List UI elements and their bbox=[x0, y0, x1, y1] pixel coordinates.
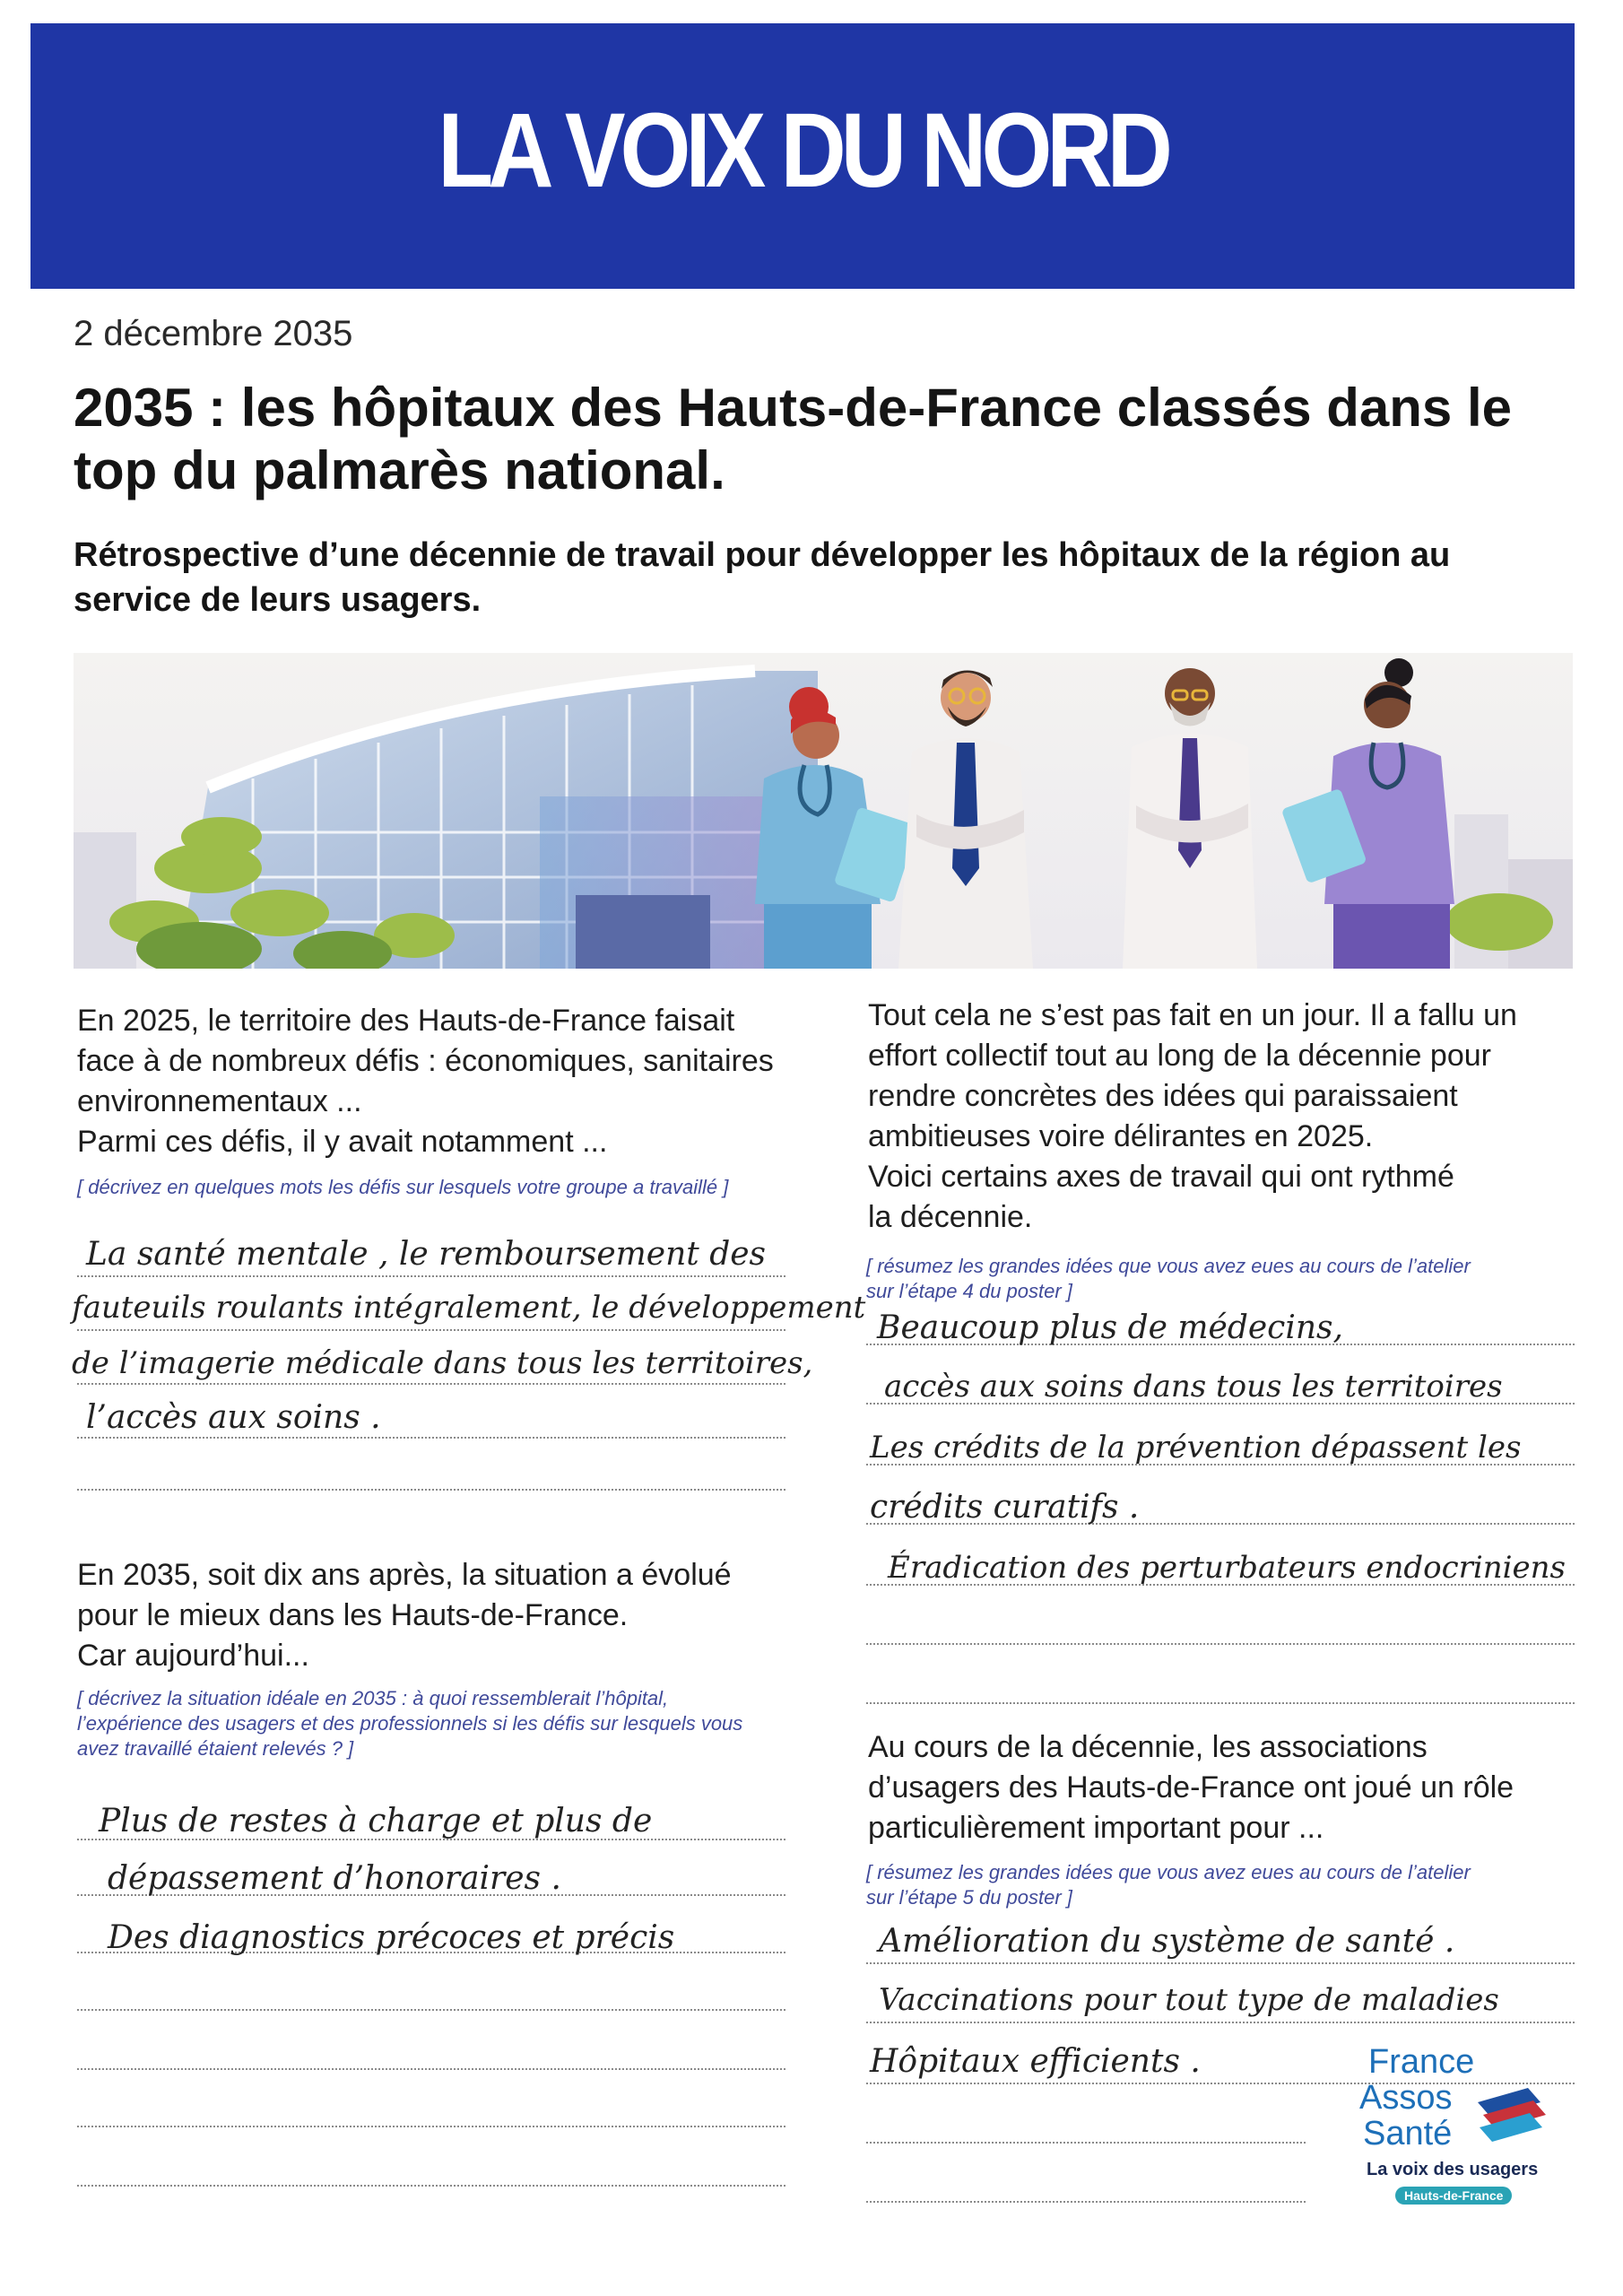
left-answer-lines-2 bbox=[77, 1785, 785, 2206]
right-handwriting-1b: accès aux soins dans tous les territoires bbox=[884, 1369, 1503, 1405]
left-hint-challenges: [ décrivez en quelques mots les défis sur lesquels votre groupe a travaillé ] bbox=[77, 1176, 729, 1198]
france-assos-sante-logo bbox=[1359, 2045, 1557, 2206]
logo-line-3: Santé bbox=[1363, 2115, 1453, 2152]
logo-tagline: La voix des usagers bbox=[1367, 2160, 1539, 2179]
right-intro-text: Tout cela ne s’est pas fait en un jour. Il a fallu un effort collectif tout au long de la décennie pour rendre concrètes des idées qui paraissaient ambitieuses voire délirantes en 2025. Voici certains axes de travail qui ont rythmé la décennie. bbox=[868, 998, 1517, 1234]
right-hint-axes: [ résumez les grandes idées que vous avez eues au cours de l’atelier sur l’étape 4 du poster ] bbox=[866, 1255, 1471, 1302]
newspaper-title: LA VOIX DU NORD bbox=[438, 91, 1167, 210]
right-handwriting-1e: Éradication des perturbateurs endocriniens bbox=[888, 1550, 1566, 1586]
article-subhead: Rétrospective d’une décennie de travail pour développer les hôpitaux de la région au service de leurs usagers. bbox=[74, 536, 1451, 619]
logo-line-1: France bbox=[1368, 2043, 1475, 2081]
logo-line-2: Assos bbox=[1359, 2079, 1453, 2117]
left-intro bbox=[77, 1001, 812, 1162]
right-intro-2-text: Au cours de la décennie, les associations d’usagers des Hauts-de-France ont joué un rôle particulièrement important pour ... bbox=[868, 1730, 1515, 1845]
logo-flag-icon bbox=[1474, 2084, 1548, 2149]
right-intro bbox=[868, 996, 1567, 1238]
left-intro-text: En 2025, le territoire des Hauts-de-France faisait face à de nombreux défis : économiques, sanitaires environnementaux ... Parmi ces défis, il y avait notamment ... bbox=[77, 1004, 774, 1159]
left-intro-2-text: En 2035, soit dix ans après, la situation a évolué pour le mieux dans les Hauts-de-France. Car aujourd’hui... bbox=[77, 1558, 732, 1673]
left-intro-2 bbox=[77, 1555, 812, 1676]
masthead-banner bbox=[30, 23, 1575, 289]
right-handwriting-2a: Amélioration du système de santé . bbox=[879, 1923, 1455, 1960]
left-handwriting-1c: de l’imagerie médicale dans tous les territoires, bbox=[72, 1345, 813, 1381]
left-handwriting-1a: La santé mentale , le remboursement des bbox=[86, 1236, 767, 1273]
left-handwriting-2a: Plus de restes à charge et plus de bbox=[99, 1803, 653, 1839]
right-handwriting-1a: Beaucoup plus de médecins, bbox=[877, 1309, 1343, 1346]
left-handwriting-1b: fauteuils roulants intégralement, le développement bbox=[72, 1290, 866, 1326]
right-handwriting-1c: Les crédits de la prévention dépassent les bbox=[870, 1430, 1522, 1465]
left-handwriting-2c: Des diagnostics précoces et précis bbox=[108, 1919, 675, 1956]
article-headline: 2035 : les hôpitaux des Hauts-de-France classés dans le top du palmarès national. bbox=[74, 378, 1513, 500]
right-handwriting-2b: Vaccinations pour tout type de maladies bbox=[879, 1982, 1499, 2018]
right-handwriting-2c: Hôpitaux efficients . bbox=[870, 2043, 1201, 2080]
right-handwriting-1d: crédits curatifs . bbox=[870, 1489, 1140, 1526]
article-date: 2 décembre 2035 bbox=[74, 314, 353, 353]
left-hint-situation: [ décrivez la situation idéale en 2035 : à quoi ressemblerait l’hôpital, l’expérience des usagers et des professionnels si les défis sur lesquels vous avez travaillé étaient relevés ? ] bbox=[77, 1687, 743, 1760]
right-intro-2 bbox=[868, 1727, 1567, 1848]
right-hint-associations: [ résumez les grandes idées que vous avez eues au cours de l’atelier sur l’étape 5 du poster ] bbox=[866, 1861, 1471, 1909]
left-handwriting-2b: dépassement d’honoraires . bbox=[108, 1860, 561, 1897]
left-handwriting-1d: l’accès aux soins . bbox=[86, 1399, 381, 1436]
logo-region-badge: Hauts-de-France bbox=[1395, 2187, 1512, 2205]
hospital-staff-illustration bbox=[74, 653, 1573, 969]
